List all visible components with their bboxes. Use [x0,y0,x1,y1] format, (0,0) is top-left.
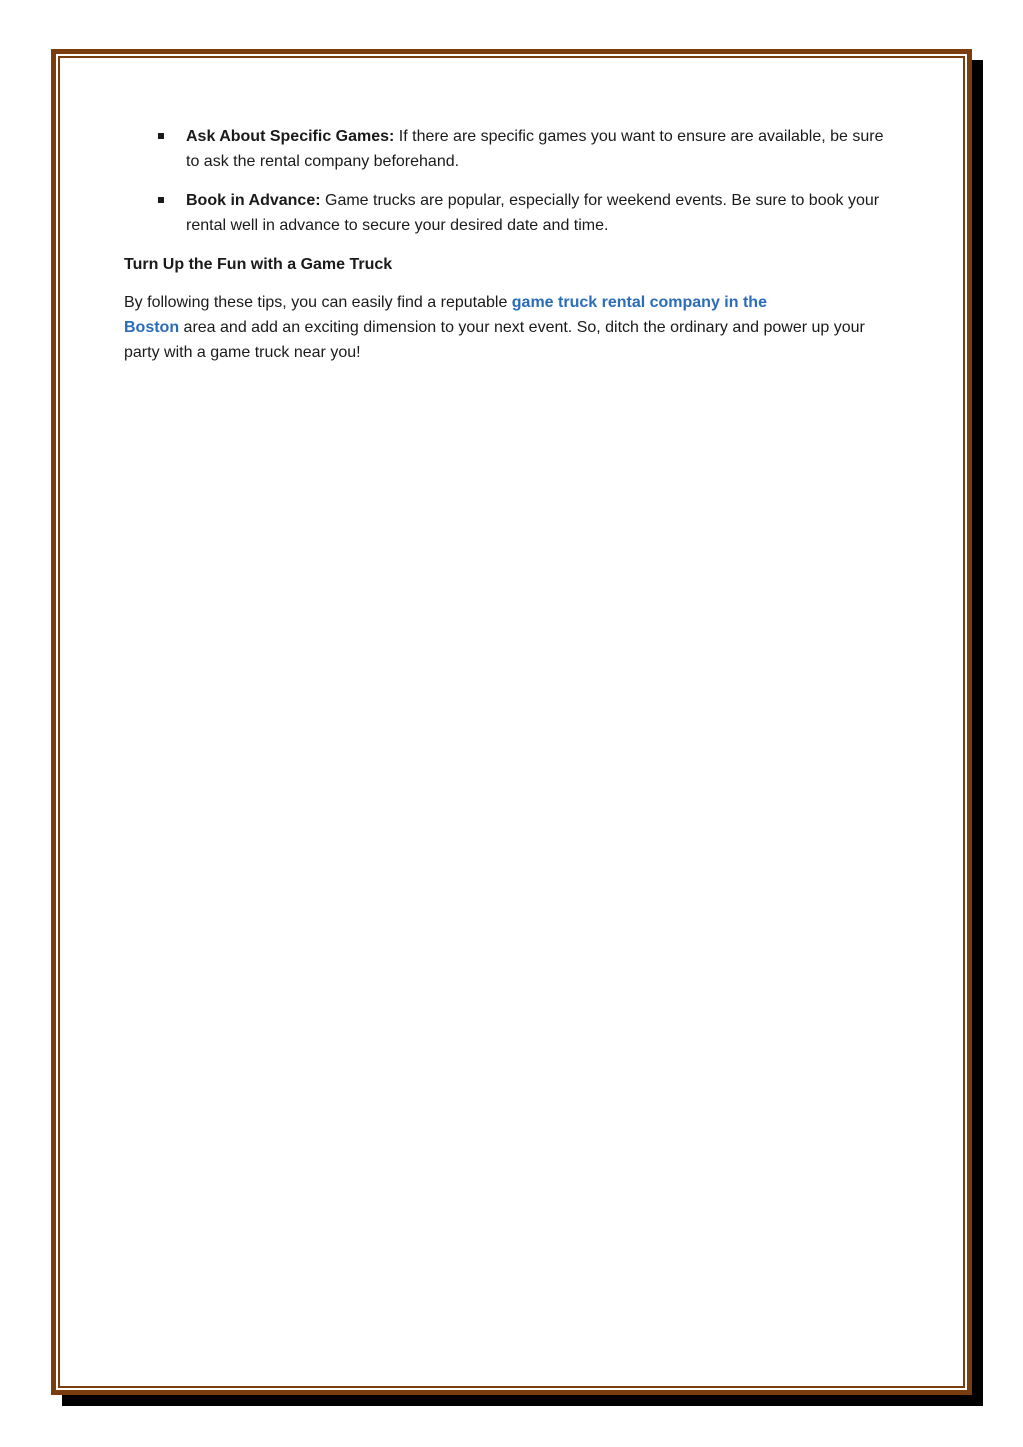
square-bullet-icon [158,197,164,203]
tips-list [124,124,894,238]
closing-paragraph [124,290,894,365]
bullet-text: Game trucks are popular, especially for weekend events. Be sure to book your rental well in advance to secure your desired date and time. [186,192,880,234]
document-body [124,124,894,365]
list-item [124,188,894,238]
paragraph-text: By following these tips, you can easily find a reputable [124,294,512,311]
list-item [124,124,894,174]
bullet-text: If there are specific games you want to ensure are available, be sure to ask the rental company beforehand. [186,128,884,170]
section-heading: Turn Up the Fun with a Game Truck [124,256,393,273]
square-bullet-icon [158,133,164,139]
game-truck-rental-link[interactable]: game truck rental company in the Boston [124,294,767,336]
paragraph-text: area and add an exciting dimension to your next event. So, ditch the ordinary and power up your party with a game truck near you! [124,319,865,361]
bullet-title: Ask About Specific Games: [186,128,395,145]
bullet-title: Book in Advance: [186,192,321,209]
